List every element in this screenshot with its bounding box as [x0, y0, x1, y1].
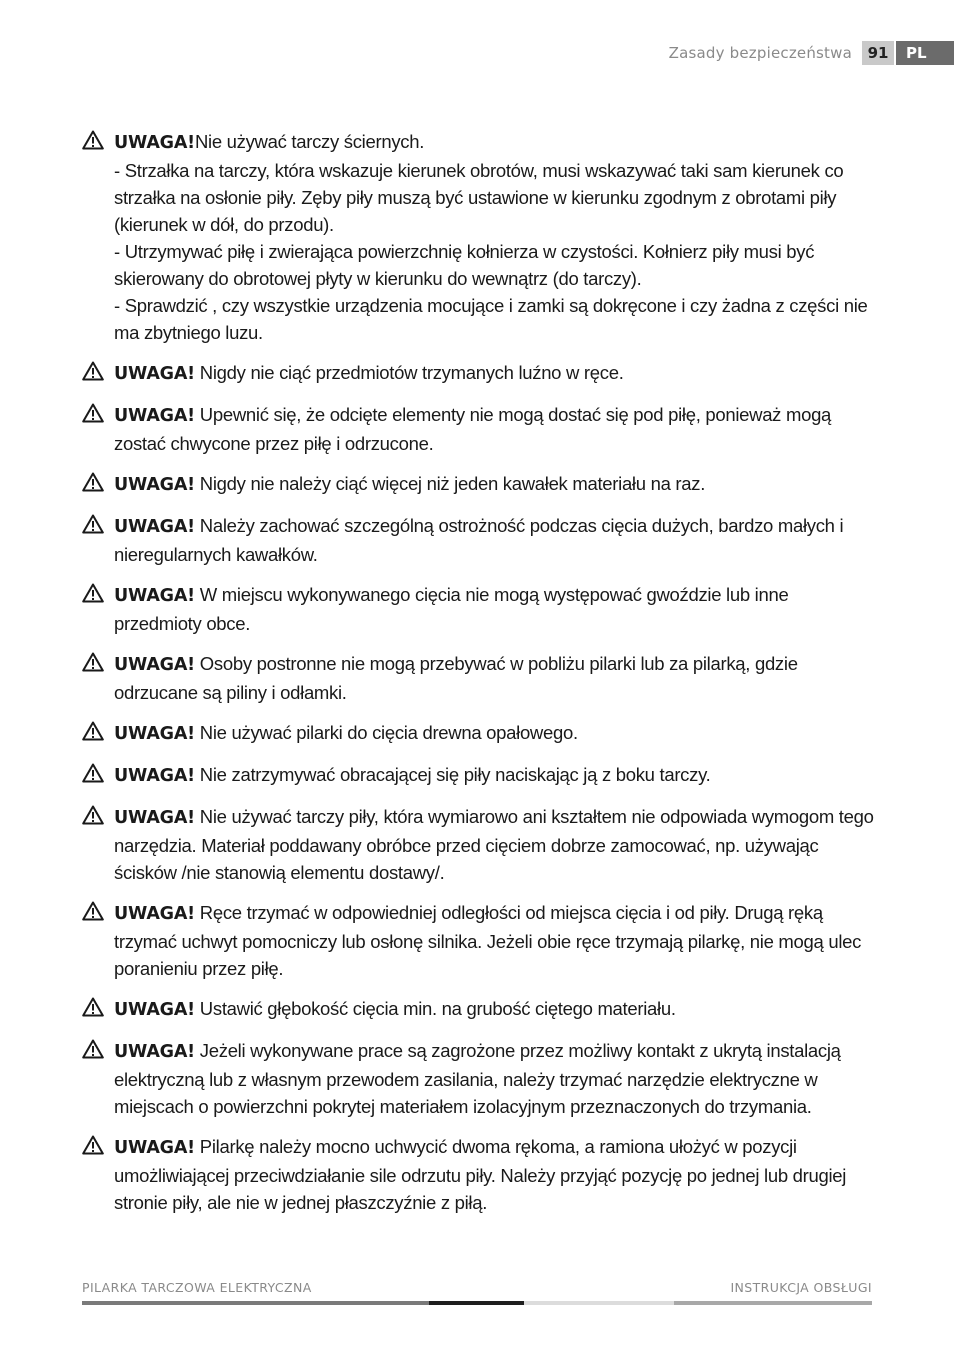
warning-item — [82, 803, 878, 886]
warning-first-line — [114, 581, 878, 637]
warning-sentence: Nigdy nie należy ciąć więcej niż jeden kawałek materiału na raz. — [194, 473, 706, 494]
page-header — [669, 41, 954, 65]
warning-label: UWAGA! — [114, 133, 195, 153]
warning-sub-line — [114, 157, 878, 238]
warning-triangle-icon — [82, 514, 104, 534]
warning-item — [82, 719, 878, 748]
warning-triangle-icon — [82, 997, 104, 1017]
warning-sentence: - Sprawdzić , czy wszystkie urządzenia mocujące i zamki są dokręcone i czy żadna z części nie ma zbytniego luzu. — [114, 295, 868, 343]
warning-sentence: Nigdy nie ciąć przedmiotów trzymanych luźno w ręce. — [194, 362, 624, 383]
footer-product-name: PILARKA TARCZOWA ELEKTRYCZNA — [82, 1280, 312, 1295]
warning-triangle-icon — [82, 472, 104, 492]
warning-first-line — [114, 899, 878, 982]
section-title: Zasady bezpieczeństwa — [668, 44, 852, 62]
warning-item — [82, 995, 878, 1024]
warning-label: UWAGA! — [114, 364, 195, 384]
warning-text — [114, 512, 878, 568]
footer-bar-segment-1 — [82, 1301, 429, 1305]
warning-label: UWAGA! — [114, 808, 195, 828]
warning-item — [82, 512, 878, 568]
warning-text — [114, 581, 878, 637]
warning-label: UWAGA! — [114, 406, 195, 426]
warning-item — [82, 581, 878, 637]
warning-text — [114, 761, 878, 790]
warning-sub-line — [114, 238, 878, 292]
warning-triangle-icon — [82, 361, 104, 381]
warning-triangle-icon — [82, 901, 104, 921]
warning-label: UWAGA! — [114, 586, 195, 606]
warning-label: UWAGA! — [114, 655, 195, 675]
warning-label: UWAGA! — [114, 724, 195, 744]
warning-item — [82, 470, 878, 499]
warning-first-line — [114, 401, 878, 457]
warning-label: UWAGA! — [114, 1042, 195, 1062]
warning-text — [114, 470, 878, 499]
warning-triangle-icon — [82, 805, 104, 825]
warning-sentence: Upewnić się, że odcięte elementy nie mogą dostać się pod piłę, ponieważ mogą zostać chwycone przez piłę i odrzucone. — [114, 404, 832, 454]
warning-first-line — [114, 761, 878, 790]
warning-sentence: Jeżeli wykonywane prace są zagrożone przez możliwy kontakt z ukrytą instalacją elektryczną lub z własnym przewodem zasilania, należy trzymać narzędzie elektryczne w miejscach o powierzchni pokrytej materiałem izolacyjnym przeznaczonych do trzymania. — [114, 1040, 841, 1117]
warning-sentence: Nie zatrzymywać obracającej się piły naciskając ją z boku tarczy. — [194, 764, 711, 785]
warning-item — [82, 761, 878, 790]
warning-triangle-icon — [82, 1135, 104, 1155]
warning-triangle-icon — [82, 1039, 104, 1059]
warning-sentence: W miejscu wykonywanego cięcia nie mogą występować gwoździe lub inne przedmioty obce. — [114, 584, 789, 634]
warning-sentence: Ustawić głębokość cięcia min. na grubość ciętego materiału. — [194, 998, 676, 1019]
warning-label: UWAGA! — [114, 475, 195, 495]
warning-first-line — [114, 1037, 878, 1120]
warning-sentence: Należy zachować szczególną ostrożność podczas cięcia dużych, bardzo małych i nieregularnych kawałków. — [114, 515, 844, 565]
page-number: 91 — [862, 41, 894, 65]
warning-item — [82, 359, 878, 388]
warning-text — [114, 1133, 878, 1216]
warning-first-line — [114, 359, 878, 388]
warning-text — [114, 650, 878, 706]
warning-item — [82, 899, 878, 982]
warning-item — [82, 650, 878, 706]
warning-sentence: Pilarkę należy mocno uchwycić dwoma rękoma, a ramiona ułożyć w pozycji umożliwiającej przeciwdziałanie sile odrzutu piły. Należy przyjąć pozycję po jednej lub drugiej stronie piły, ale nie w jednej płaszczyźnie z piłą. — [114, 1136, 847, 1213]
footer-bar-segment-3 — [524, 1301, 674, 1305]
warning-label: UWAGA! — [114, 517, 195, 537]
footer-bar-segment-2 — [429, 1301, 524, 1305]
warning-sentence: Nie używać tarczy ściernych. — [194, 131, 425, 152]
warning-label: UWAGA! — [114, 1000, 195, 1020]
warnings-list — [82, 128, 878, 1229]
warning-text — [114, 359, 878, 388]
warning-sentence: - Utrzymywać piłę i zwierająca powierzchnię kołnierza w czystości. Kołnierz piły musi być skierowany do obrotowej płyty w kierunku do wewnątrz (do tarczy). — [114, 241, 815, 289]
warning-triangle-icon — [82, 403, 104, 423]
warning-triangle-icon — [82, 652, 104, 672]
warning-sentence: Nie używać pilarki do cięcia drewna opałowego. — [194, 722, 578, 743]
warning-triangle-icon — [82, 583, 104, 603]
warning-label: UWAGA! — [114, 904, 195, 924]
warning-first-line — [114, 995, 878, 1024]
warning-sentence: Ręce trzymać w odpowiedniej odległości od miejsca cięcia i od piły. Drugą ręką trzymać uchwyt pomocniczy lub osłonę silnika. Jeżeli obie ręce trzymają pilarkę, nie mogą ulec poranieniu przez piłę. — [114, 902, 862, 979]
warning-first-line — [114, 719, 878, 748]
warning-text — [114, 1037, 878, 1120]
warning-sentence: Nie używać tarczy piły, która wymiarowo ani kształtem nie odpowiada wymogom tego narzędzia. Materiał poddawany obróbce przed cięciem dobrze zamocować, np. używając ścisków /nie stanowią elementu dostawy/. — [114, 806, 874, 883]
warning-first-line — [114, 1133, 878, 1216]
footer-bar-segment-4 — [674, 1301, 872, 1305]
footer-document-type: INSTRUKCJA OBSŁUGI — [730, 1280, 872, 1295]
warning-item — [82, 128, 878, 346]
warning-item — [82, 401, 878, 457]
warning-first-line — [114, 803, 878, 886]
warning-sentence: Osoby postronne nie mogą przebywać w pobliżu pilarki lub za pilarką, gdzie odrzucane są piliny i odłamki. — [114, 653, 798, 703]
warning-label: UWAGA! — [114, 766, 195, 786]
warning-sentence: - Strzałka na tarczy, która wskazuje kierunek obrotów, musi wskazywać taki sam kierunek co strzałka na osłonie piły. Zęby piły muszą być ustawione w kierunku zgodnym z obrotami piły (kierunek w dół, do przodu). — [114, 160, 844, 235]
warning-triangle-icon — [82, 763, 104, 783]
warning-text — [114, 401, 878, 457]
warning-text — [114, 803, 878, 886]
warning-text — [114, 899, 878, 982]
warning-item — [82, 1133, 878, 1216]
warning-label: UWAGA! — [114, 1138, 195, 1158]
warning-first-line — [114, 512, 878, 568]
warning-first-line — [114, 128, 878, 157]
warning-text — [114, 719, 878, 748]
warning-triangle-icon — [82, 721, 104, 741]
warning-text — [114, 128, 878, 346]
warning-triangle-icon — [82, 130, 104, 150]
warning-first-line — [114, 650, 878, 706]
warning-text — [114, 995, 878, 1024]
warning-sub-line — [114, 292, 878, 346]
warning-first-line — [114, 470, 878, 499]
language-badge: PL — [896, 41, 954, 65]
warning-item — [82, 1037, 878, 1120]
